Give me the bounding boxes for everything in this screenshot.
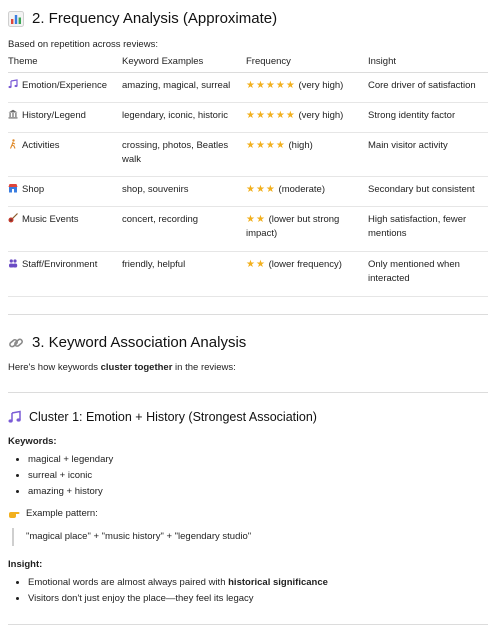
pointing-hand-icon bbox=[8, 508, 20, 520]
example-pattern-label-row bbox=[8, 507, 98, 520]
frequency-cell bbox=[246, 103, 368, 133]
theme-cell bbox=[8, 133, 122, 177]
theme-label: History/Legend bbox=[22, 110, 86, 121]
example-pattern-quote: "magical place" + "music history" + "legendary studio" bbox=[12, 528, 251, 546]
list-item: • amazing + history bbox=[28, 484, 113, 500]
table-row bbox=[8, 177, 488, 207]
section-2-intro: Based on repetition across reviews: bbox=[8, 39, 158, 50]
theme-label: Music Events bbox=[22, 214, 79, 225]
column-header: Insight bbox=[368, 50, 488, 73]
example-pattern-label: Example pattern: bbox=[26, 508, 98, 519]
keywords-cell: concert, recording bbox=[122, 207, 246, 252]
bar-chart-icon bbox=[8, 11, 24, 27]
theme-label: Activities bbox=[22, 140, 60, 151]
frequency-note: (lower frequency) bbox=[268, 259, 342, 270]
museum-icon bbox=[8, 109, 18, 119]
theme-cell bbox=[8, 207, 122, 252]
table-row bbox=[8, 207, 488, 252]
frequency-cell bbox=[246, 207, 368, 252]
keywords-list bbox=[8, 452, 113, 500]
divider bbox=[8, 624, 488, 625]
theme-label: Shop bbox=[22, 184, 45, 195]
keywords-cell: legendary, iconic, historic bbox=[122, 103, 246, 133]
insight-text: Emotional words are almost always paired with bbox=[28, 577, 229, 588]
theme-label: Staff/Environment bbox=[22, 259, 98, 270]
insight-cell: Strong identity factor bbox=[368, 103, 488, 133]
table-row bbox=[8, 73, 488, 103]
list-item: • magical + legendary bbox=[28, 452, 113, 468]
star-rating: ★★★★★ bbox=[246, 110, 296, 121]
insight-cell: Only mentioned when interacted bbox=[368, 252, 488, 297]
frequency-note: (high) bbox=[288, 140, 313, 151]
table-row bbox=[8, 103, 488, 133]
link-icon bbox=[8, 335, 24, 351]
insight-cell: Main visitor activity bbox=[368, 133, 488, 177]
column-header: Keyword Examples bbox=[122, 50, 246, 73]
section-3-heading bbox=[8, 334, 246, 351]
frequency-note: (very high) bbox=[298, 80, 344, 91]
theme-cell bbox=[8, 252, 122, 297]
insight-cell: High satisfaction, fewer mentions bbox=[368, 207, 488, 252]
list-item bbox=[28, 575, 328, 591]
keywords-cell: friendly, helpful bbox=[122, 252, 246, 297]
keywords-cell: shop, souvenirs bbox=[122, 177, 246, 207]
insight-cell: Core driver of satisfaction bbox=[368, 73, 488, 103]
table-header-row bbox=[8, 50, 488, 73]
keywords-label: Keywords: bbox=[8, 436, 57, 447]
section-3-title: 3. Keyword Association Analysis bbox=[32, 334, 247, 351]
divider bbox=[8, 314, 488, 315]
frequency-cell bbox=[246, 73, 368, 103]
star-rating: ★★ bbox=[246, 259, 266, 270]
star-rating: ★★★★ bbox=[246, 140, 286, 151]
intro-text: Here's how keywords bbox=[8, 362, 101, 373]
insight-label: Insight: bbox=[8, 559, 43, 570]
section-2-heading bbox=[8, 10, 277, 27]
list-item: • surreal + iconic bbox=[28, 468, 113, 484]
insight-list bbox=[8, 575, 328, 607]
theme-label: Emotion/Experience bbox=[22, 80, 108, 91]
column-header: Theme bbox=[8, 50, 122, 73]
frequency-cell bbox=[246, 133, 368, 177]
guitar-icon bbox=[8, 213, 18, 223]
music-notes-icon bbox=[8, 410, 22, 424]
frequency-note: (lower but strong impact) bbox=[246, 214, 340, 239]
keywords-cell: crossing, photos, Beatles walk bbox=[122, 133, 246, 177]
insight-cell: Secondary but consistent bbox=[368, 177, 488, 207]
star-rating: ★★★★★ bbox=[246, 80, 296, 91]
frequency-note: (moderate) bbox=[278, 184, 326, 195]
walking-person-icon bbox=[8, 139, 18, 149]
table-row bbox=[8, 133, 488, 177]
table-row bbox=[8, 252, 488, 297]
keywords-cell: amazing, magical, surreal bbox=[122, 73, 246, 103]
theme-cell bbox=[8, 103, 122, 133]
star-rating: ★★ bbox=[246, 214, 266, 225]
frequency-cell bbox=[246, 252, 368, 297]
people-icon bbox=[8, 258, 18, 268]
list-item: • Visitors don't just enjoy the place—they feel its legacy bbox=[28, 591, 328, 607]
divider bbox=[8, 392, 488, 393]
insight-bold: historical significance bbox=[228, 577, 328, 588]
star-rating: ★★★ bbox=[246, 184, 276, 195]
intro-bold: cluster together bbox=[100, 362, 173, 373]
cluster-1-heading bbox=[8, 410, 317, 424]
cluster-1-title: Cluster 1: Emotion + History (Strongest Association) bbox=[29, 410, 317, 424]
theme-cell bbox=[8, 73, 122, 103]
intro-text-end: in the reviews: bbox=[172, 362, 236, 373]
theme-cell bbox=[8, 177, 122, 207]
shop-icon bbox=[8, 183, 18, 193]
frequency-table bbox=[8, 50, 488, 297]
music-notes-icon bbox=[8, 79, 18, 89]
column-header: Frequency bbox=[246, 50, 368, 73]
frequency-cell bbox=[246, 177, 368, 207]
section-3-intro bbox=[8, 361, 236, 374]
section-2-title: 2. Frequency Analysis (Approximate) bbox=[32, 10, 278, 27]
frequency-note: (very high) bbox=[298, 110, 344, 121]
